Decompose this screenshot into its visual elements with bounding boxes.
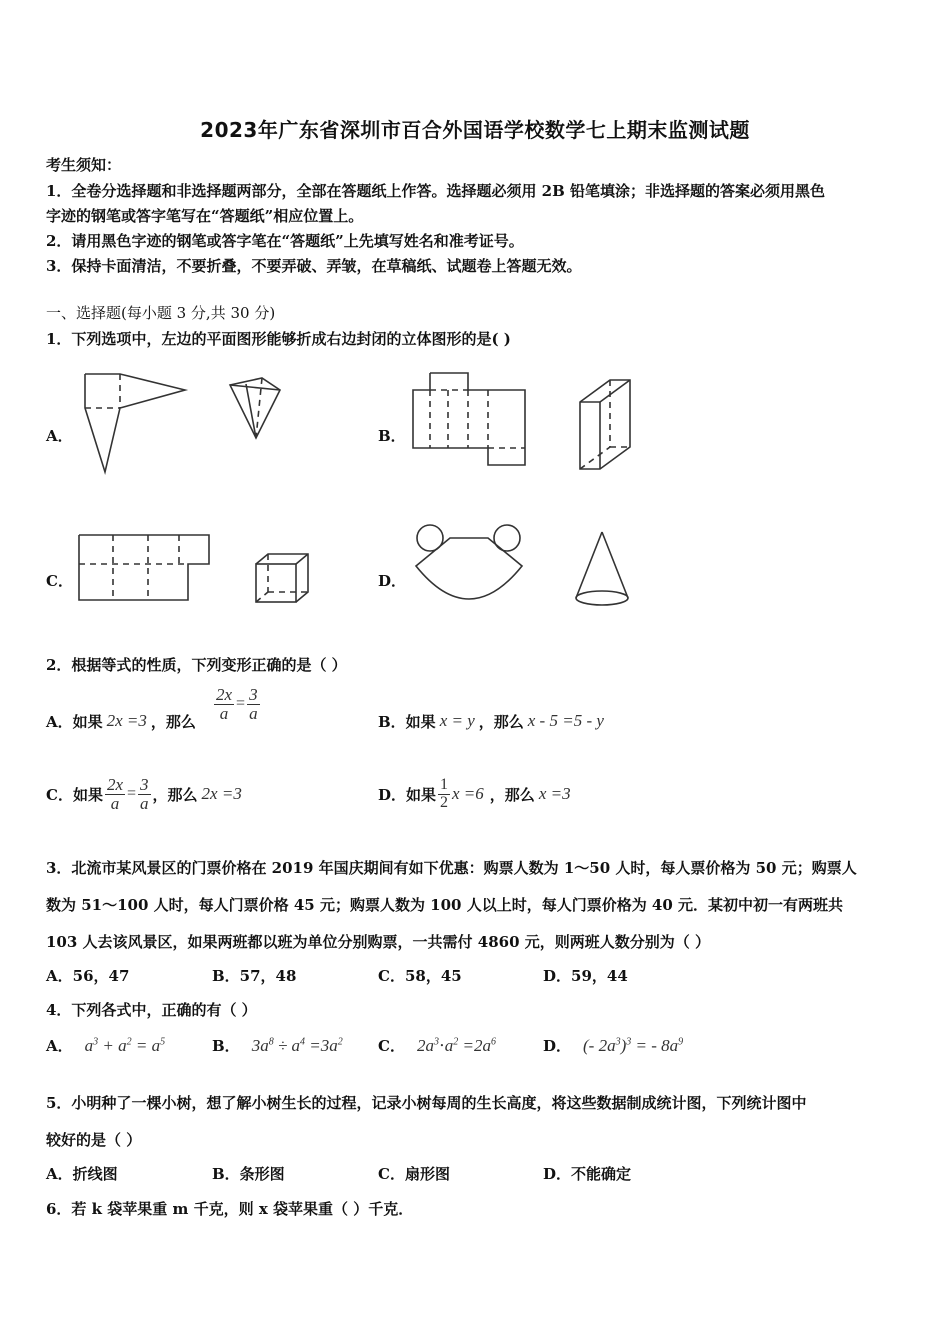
q4-b-term-1: 3a xyxy=(251,1036,269,1055)
q4-a-exp-1: 3 xyxy=(93,1036,99,1048)
q4-d-exp-1: 3 xyxy=(615,1036,621,1048)
q5-line-2: 较好的是（ ） xyxy=(46,1131,142,1149)
q4-option-a xyxy=(46,1035,165,1056)
q2-d-frac-num: 1 xyxy=(440,775,449,793)
notice-line-1b: 字迹的钢笔或答字笔写在“答题纸”相应位置上。 xyxy=(46,207,364,225)
q2-d-label: D．如果 xyxy=(378,785,437,804)
q4-a-term-1: a xyxy=(84,1036,94,1055)
q2-c-eq: = xyxy=(127,785,137,802)
q2-b-label: B．如果 xyxy=(378,712,436,731)
q2-d-result: x =3 xyxy=(538,784,571,803)
q2-a-cond: 2x =3 xyxy=(106,711,147,730)
q2-a-eq: = xyxy=(236,695,246,713)
q3-option-d: D．59，44 xyxy=(543,967,628,985)
q2-stem: 2．根据等式的性质，下列变形正确的是（ ） xyxy=(46,656,347,674)
q1-b-net-figure xyxy=(408,368,533,473)
q4-d-term-1: (- 2a xyxy=(583,1036,616,1055)
q4-option-b xyxy=(212,1035,343,1056)
q4-b-exp-1: 8 xyxy=(268,1036,274,1048)
q4-option-c xyxy=(378,1035,496,1056)
q3-option-b: B．57，48 xyxy=(212,967,297,985)
q1-d-cone-figure xyxy=(568,528,634,610)
q4-c-term-3: =2a xyxy=(458,1036,492,1055)
q1-a-pyramid-figure xyxy=(222,370,292,445)
q2-option-b xyxy=(378,700,604,742)
q4-c-exp-3: 6 xyxy=(491,1036,497,1048)
q2-b-result: x - 5 =5 - y xyxy=(527,711,604,730)
q1-option-b-label: B． xyxy=(378,427,406,445)
q4-d-exp-3: 9 xyxy=(678,1036,684,1048)
q2-d-cond-rest: x =6 xyxy=(452,784,484,803)
q5-option-c: C．扇形图 xyxy=(378,1165,450,1183)
q4-d-exp-2: 3 xyxy=(626,1036,632,1048)
q2-c-then: ，那么 xyxy=(152,785,198,804)
section-heading: 一、选择题(每小题 3 分,共 30 分) xyxy=(46,304,276,322)
q2-a-frac-right-num: 3 xyxy=(249,685,258,704)
q4-a-term-3: = a xyxy=(131,1036,161,1055)
q1-option-a-label: A． xyxy=(46,427,73,445)
q1-c-cube-figure xyxy=(252,550,312,606)
q4-b-exp-2: 4 xyxy=(300,1036,306,1048)
q4-c-label: C． xyxy=(378,1037,405,1055)
q2-option-c xyxy=(46,770,242,818)
notice-line-3: 3．保持卡面清洁，不要折叠，不要弄破、弄皱，在草稿纸、试题卷上答题无效。 xyxy=(46,257,582,275)
q2-c-frac-left-num: 2x xyxy=(106,774,123,794)
notice-heading: 考生须知： xyxy=(46,156,122,174)
q2-d-then: ，那么 xyxy=(489,785,535,804)
q2-c-result: 2x =3 xyxy=(201,784,242,803)
q4-option-d xyxy=(543,1035,683,1056)
q4-a-exp-3: 5 xyxy=(160,1036,166,1048)
q4-b-label: B． xyxy=(212,1037,240,1055)
q3-line-3: 103 人去该风景区，如果两班都以班为单位分别购票，一共需付 4860 元，则两班人数分别为（ ） xyxy=(46,933,710,951)
q2-option-a xyxy=(46,700,196,742)
q2-c-frac-right-den: a xyxy=(140,793,149,813)
notice-line-2: 2．请用黑色字迹的钢笔或答字笔在“答题纸”上先填写姓名和准考证号。 xyxy=(46,232,524,250)
notice-line-1a: 1．全卷分选择题和非选择题两部分，全部在答题纸上作答。选择题必须用 2B 铅笔填涂；非选择题的答案必须用黑色 xyxy=(46,182,826,200)
q1-option-c-label: C． xyxy=(46,572,73,590)
q4-d-term-2: ) xyxy=(620,1036,627,1055)
q1-a-net-figure xyxy=(80,368,195,478)
q3-option-c: C．58，45 xyxy=(378,967,462,985)
q4-c-exp-1: 3 xyxy=(433,1036,439,1048)
q2-a-frac-right-den: a xyxy=(249,703,258,723)
q2-c-frac-left-den: a xyxy=(110,793,120,813)
q4-a-label: A． xyxy=(46,1037,73,1055)
q5-option-d: D．不能确定 xyxy=(543,1165,632,1183)
q4-b-exp-3: 2 xyxy=(337,1036,343,1048)
q4-c-exp-2: 2 xyxy=(453,1036,459,1048)
q4-d-term-3: = - 8a xyxy=(631,1036,679,1055)
page-title: 2023年广东省深圳市百合外国语学校数学七上期末监测试题 xyxy=(200,118,750,142)
q2-b-then: ，那么 xyxy=(478,712,524,731)
q5-option-a: A．折线图 xyxy=(46,1165,118,1183)
q3-line-2: 数为 51～100 人时，每人门票价格 45 元；购票人数为 100 人以上时，每人门票价格为 40 元．某初中初一有两班共 xyxy=(46,896,844,914)
q4-c-term-2: ⋅a xyxy=(438,1036,454,1055)
q2-c-label: C．如果 xyxy=(46,785,103,804)
q2-b-cond: x = y xyxy=(439,711,475,730)
q4-a-term-2: + a xyxy=(98,1036,127,1055)
q4-a-exp-2: 2 xyxy=(126,1036,132,1048)
q5-line-1: 5．小明种了一棵小树，想了解小树生长的过程，记录小树每周的生长高度，将这些数据制成统计图，下列统计图中 xyxy=(46,1094,807,1112)
q1-c-net-figure xyxy=(76,530,216,605)
q5-option-b: B．条形图 xyxy=(212,1165,285,1183)
q4-b-term-3: =3a xyxy=(305,1036,338,1055)
q3-option-a: A．56，47 xyxy=(46,967,130,985)
q2-option-d xyxy=(378,770,571,818)
q2-a-label: A．如果 xyxy=(46,712,103,731)
q1-b-prism-figure xyxy=(570,372,640,477)
q2-a-then: ，那么 xyxy=(150,712,196,731)
q2-c-frac-right-num: 3 xyxy=(140,774,149,794)
q4-c-term-1: 2a xyxy=(416,1036,434,1055)
q3-line-1: 3．北流市某风景区的门票价格在 2019 年国庆期间有如下优惠：购票人数为 1～50 人时，每人票价格为 50 元；购票人 xyxy=(46,859,857,877)
q2-a-frac-left-num: 2x xyxy=(216,685,233,704)
q4-stem: 4．下列各式中，正确的有（ ） xyxy=(46,1001,257,1019)
q6-stem: 6．若 k 袋苹果重 m 千克，则 x 袋苹果重（ ）千克． xyxy=(46,1200,414,1218)
q4-d-label: D． xyxy=(543,1037,572,1055)
q1-d-net-figure xyxy=(410,520,530,615)
q2-d-frac-den: 2 xyxy=(440,793,449,811)
q2-a-frac-left-den: a xyxy=(219,703,229,723)
q2-a-result xyxy=(212,686,262,723)
q1-stem: 1．下列选项中，左边的平面图形能够折成右边封闭的立体图形的是( ) xyxy=(46,330,511,348)
q1-option-d-label: D． xyxy=(378,572,407,590)
q4-b-term-2: ÷ a xyxy=(273,1036,301,1055)
